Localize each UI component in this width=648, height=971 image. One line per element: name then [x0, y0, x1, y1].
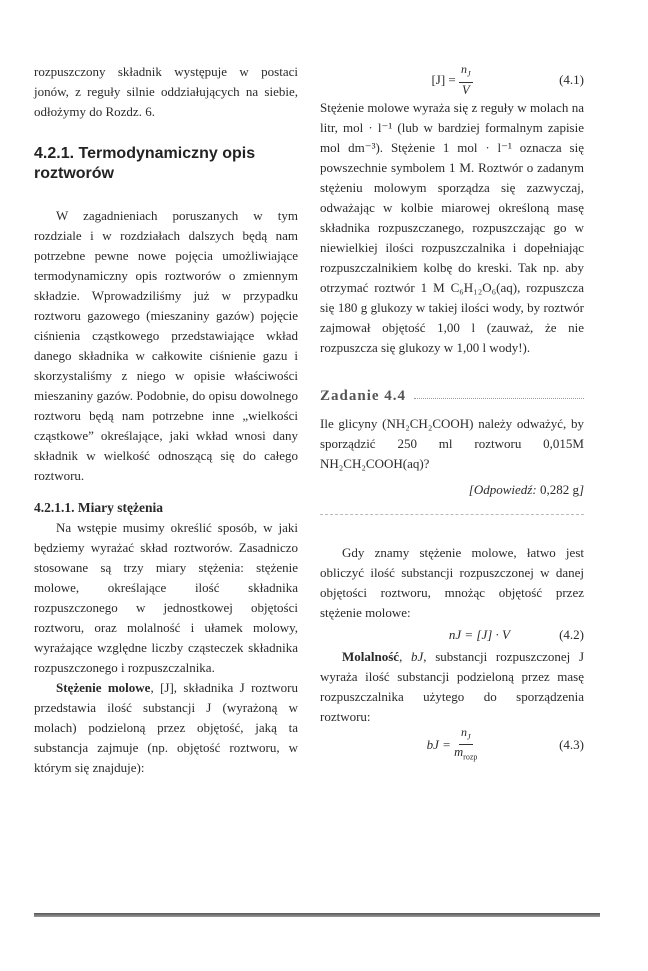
eq2-text: nJ = [J] · V — [448, 627, 510, 642]
equation-4-1 — [320, 62, 584, 98]
subsection-heading: 4.2.1.1. Miary stężenia — [34, 500, 163, 515]
molar-explanation-paragraph: Stężenie molowe wyraża się z reguły w molach na litr, mol · l⁻¹ (lub w bardziej formalnym zapisie mol dm⁻³). Stężenie 1 mol · l⁻¹ oznacza się powszechnie symbolem 1 M. Roztwór o zadanym stężeniu molowym sporządza się zazwyczaj, odważając w kolbie miarowej określoną masę składnika rozpuszczanego, rozpuszczając go w niewielkiej ilości rozpuszczalnika i dopełniając rozpuszczalnikiem kolbę do kreski. Tak np. aby otrzymać roztwór 1 M C₆H₁₂O₆(aq), rozpuszcza się 180 g glukozy w takiej ilości wody, by roztwór zajmował objętość 1,00 l (zauważ, że nie rozpuszcza się glukozy w 1,00 l wody!). — [320, 100, 584, 355]
equation-4-2 — [320, 623, 584, 647]
task-header — [320, 386, 584, 406]
task-text: Ile glicyny (NH₂CH₂COOH) należy odważyć, by sporządzić 250 ml roztworu 0,015M NH₂CH₂COOH(aq)? — [320, 416, 584, 471]
eq2-number: (4.2) — [559, 627, 584, 642]
eq3-fraction — [454, 725, 477, 765]
eq1-fraction — [459, 62, 473, 97]
molality-term: Molalność — [342, 649, 400, 664]
task-divider — [414, 398, 584, 399]
page-bottom-rule — [34, 913, 600, 917]
eq3-lhs: bJ = — [426, 737, 451, 752]
eq1-lhs: [J] = — [431, 72, 456, 87]
task-answer-value: 0,282 g — [539, 482, 579, 497]
subsection-paragraph: Na wstępie musimy określić sposób, w jaki będziemy wyrażać skład roztworów. Zasadniczo stosowane są trzy miary stężenia: stężenie molowe, określające ilość składnika rozpuszczonego w jednostkowej objętości roztworu, oraz molalność i ułamek molowy, wyrażające względne liczby cząsteczek składnika rozpuszczonego i rozpuszczalnika. — [34, 520, 298, 675]
section-paragraph: W zagadnieniach poruszanych w tym rozdziale i w rozdziałach dalszych będą nam potrzebne pewne nowe pojęcia umożliwiające termodynamiczny opis roztworów o zmiennym składzie. Wprowadziliśmy już w przypadku roztworu gazowego (mieszaniny gazów) pojęcie ciśnienia cząstkowego przedstawiające wkład danego składnika w całkowite ciśnienie gazu i skorzystaliśmy z niego w opisie właściwości mieszaniny gazów. Podobnie, do opisu dowolnego roztworu będą nam potrzebne inne „wielkości cząstkowe” określające, jaki wkład wnosi dany składnik w wielkość odnoszącą się do całego roztworu. — [34, 208, 298, 483]
task-title: Zadanie 4.4 — [320, 388, 407, 404]
eq1-numerator-sub: J — [467, 69, 471, 79]
left-column — [34, 62, 298, 778]
molality-symbol: bJ — [411, 649, 424, 664]
eq1-number: (4.1) — [559, 72, 584, 87]
amount-paragraph: Gdy znamy stężenie molowe, łatwo jest obliczyć ilość substancji rozpuszczonej w danej objętości roztworu, mnożąc objętość przez stężenie molowe: — [320, 545, 584, 620]
molar-concentration-paragraph — [34, 678, 298, 778]
molar-term: Stężenie molowe — [56, 680, 151, 695]
equation-4-3 — [320, 727, 584, 763]
task-bottom-divider — [320, 514, 584, 515]
task-box — [320, 386, 584, 515]
eq3-denominator-sub: rozp — [463, 752, 478, 762]
eq3-number: (4.3) — [559, 737, 584, 752]
eq3-denominator: m — [454, 745, 464, 760]
eq3-numerator-sub: J — [466, 732, 471, 742]
intro-paragraph: rozpuszczony składnik występuje w postaci jonów, z reguły silnie oddziałujących na siebie, odłożymy do Rozdz. 6. — [34, 64, 298, 119]
eq1-denominator: V — [461, 82, 470, 97]
right-column — [320, 62, 584, 763]
task-answer-label: Odpowiedź: — [473, 482, 537, 497]
section-heading: 4.2.1. Termodynamiczny opis roztworów — [34, 145, 256, 182]
task-answer: [Odpowiedź: 0,282 g] — [468, 482, 584, 497]
molality-paragraph: Molalność, bJ, substancji rozpuszczonej J wyraża ilość substancji podzieloną przez masę rozpuszczalnika użytego do sporządzenia roztworu: — [320, 649, 584, 724]
eq1-numerator: n — [461, 62, 467, 77]
molar-paragraph-text: , [J], składnika J roztworu przedstawia ilość substancji J (wyrażoną w molach) podzieloną przez objętość, jaką ta substancja zajmuje (np. objętość roztworu, w którym się znajduje): — [34, 680, 298, 775]
molality-paragraph-text: , substancji rozpuszczonej J wyraża ilość substancji podzieloną przez masę rozpuszczalnika użytego do sporządzenia roztworu: — [320, 649, 584, 724]
eq3-numerator: n — [460, 725, 467, 740]
